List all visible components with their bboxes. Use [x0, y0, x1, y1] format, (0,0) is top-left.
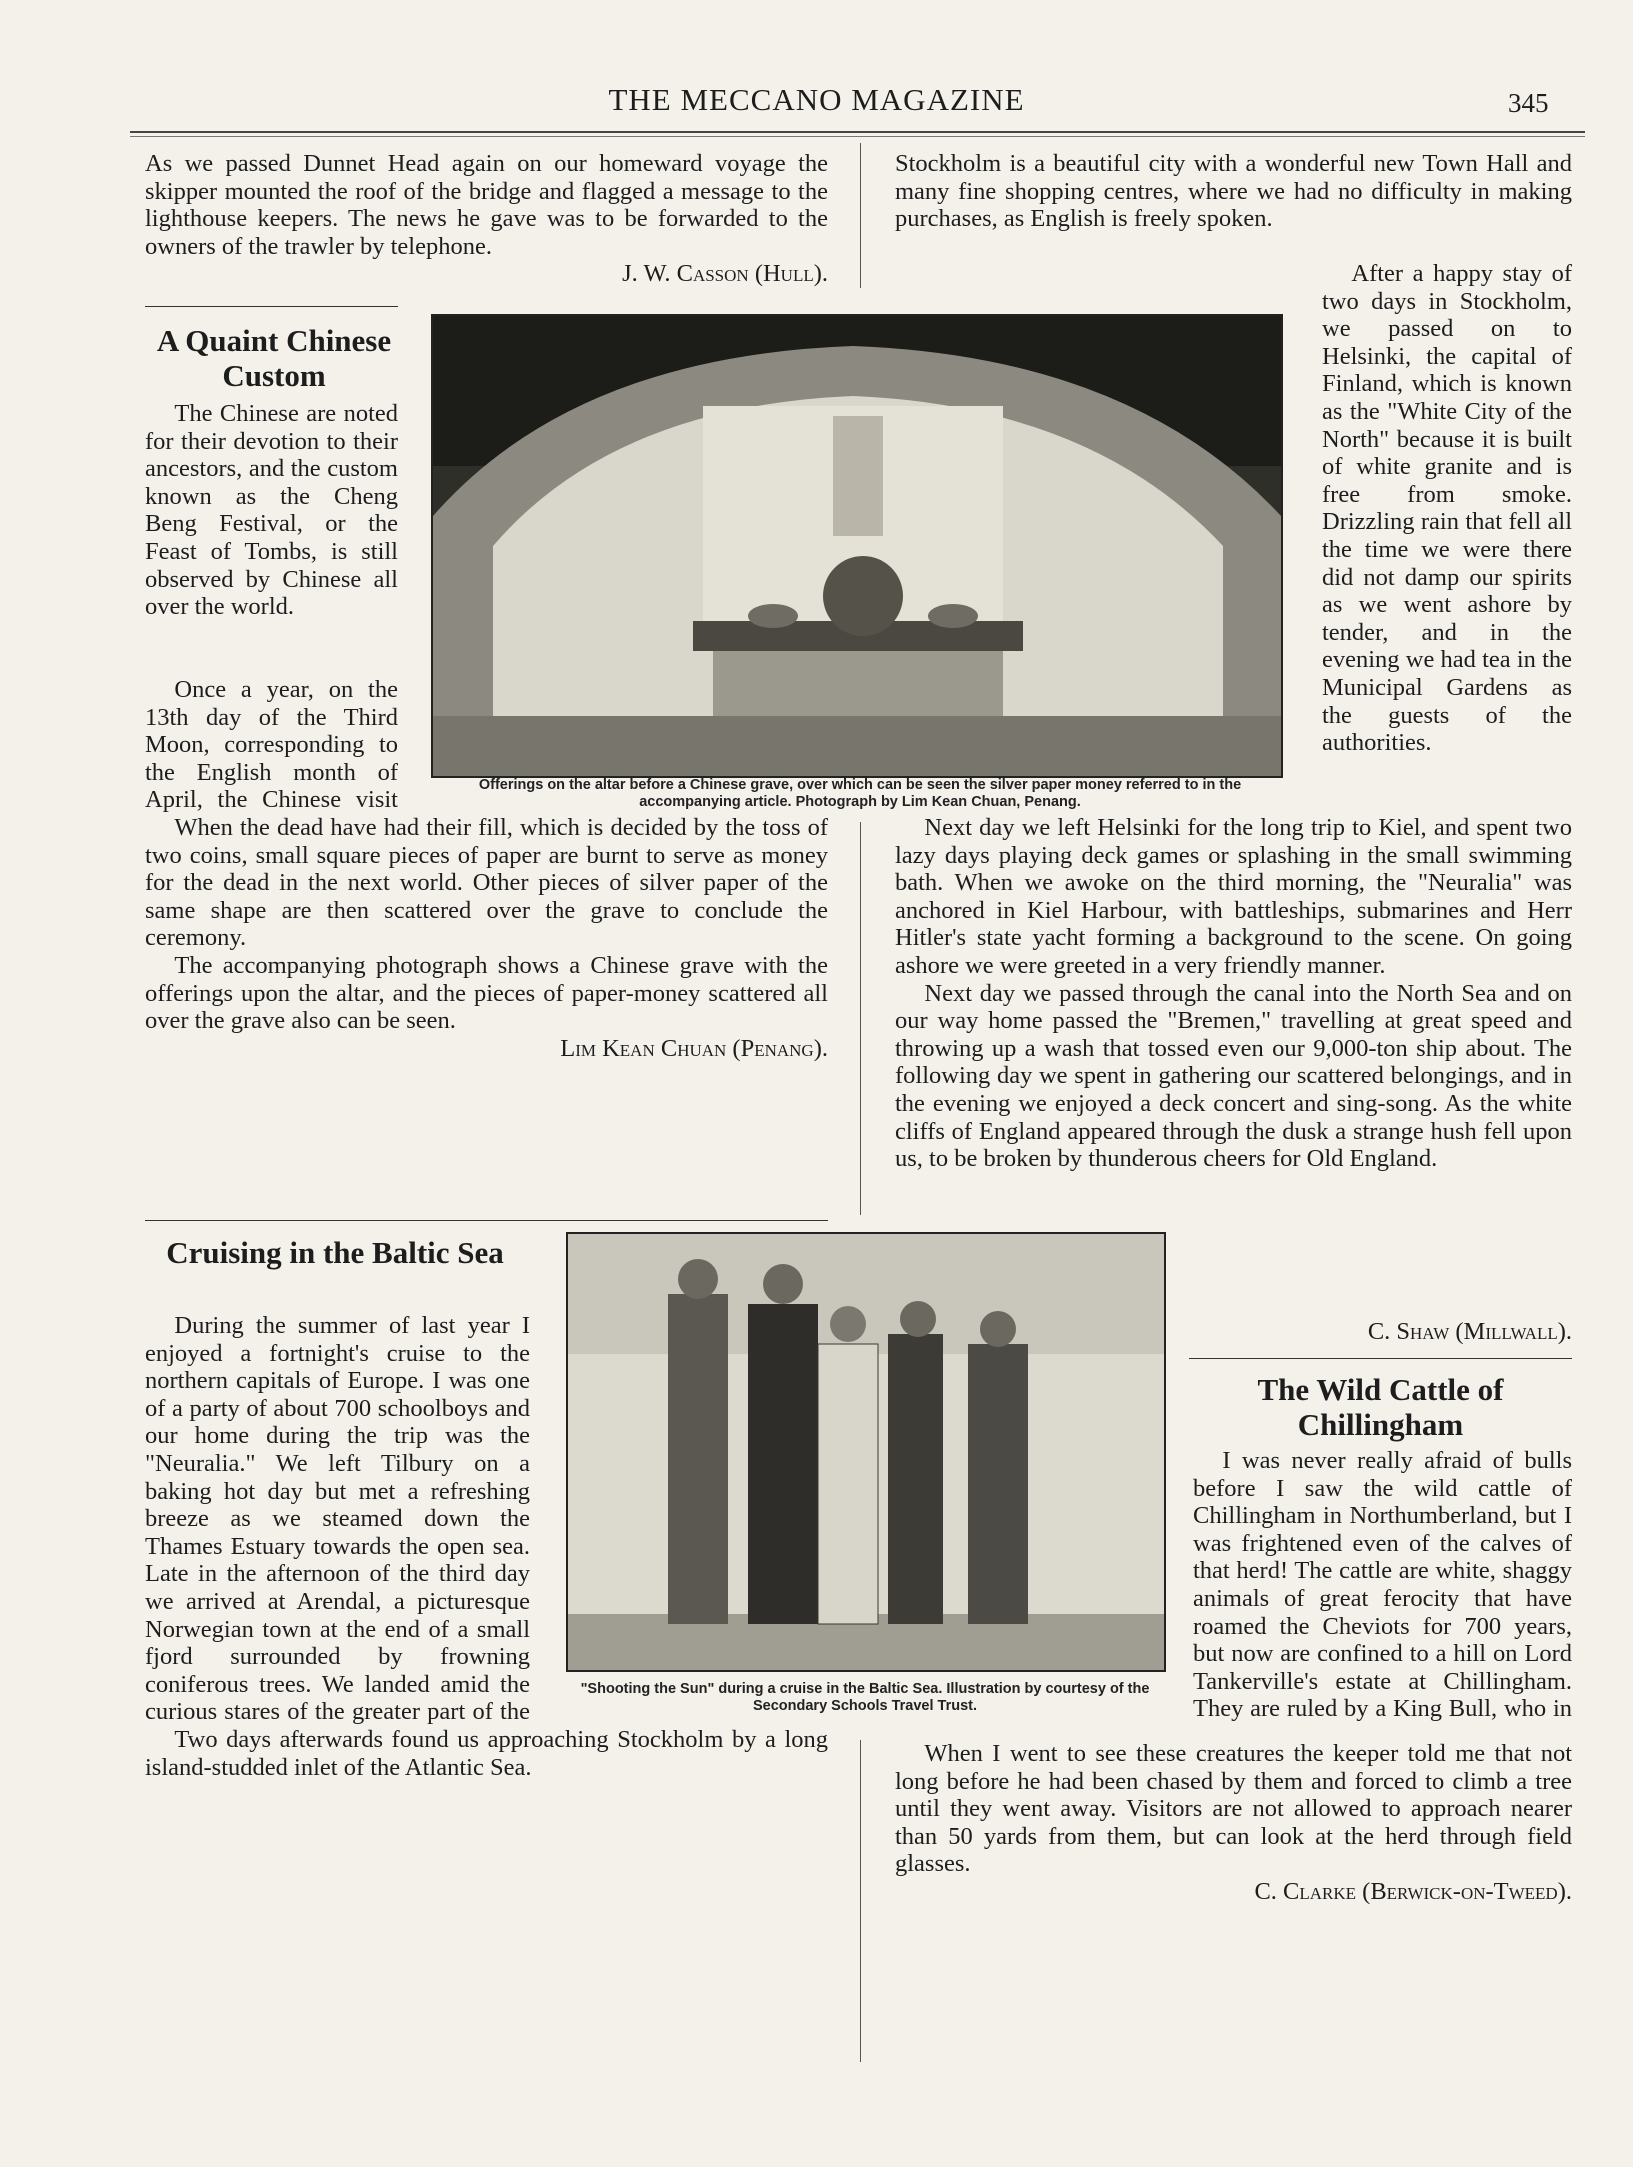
page-number: 345 — [1508, 88, 1549, 118]
prev-article-end — [145, 150, 828, 288]
section-rule-baltic — [145, 1220, 828, 1221]
baltic-signature-block — [1189, 1318, 1572, 1346]
kiel-text — [895, 814, 1572, 1173]
section-rule-chinese — [145, 306, 398, 307]
shooting-the-sun-photo — [566, 1232, 1166, 1672]
chinese-custom-p2-start — [145, 676, 398, 814]
chinese-custom-intro — [145, 400, 398, 621]
stockholm-p1: Stockholm is a beautiful city with a wonderful new Town Hall and many fine shopping centres, where we had no difficulty in making purchases, as English is freely spoken. — [895, 150, 1572, 233]
column-divider-middle — [860, 822, 861, 1215]
chinese-custom-p1: The Chinese are noted for their devotion to their ancestors, and the custom known as the Cheng Beng Festival, or the Feast of Tombs, is still observed by Chinese all over the world. — [145, 400, 398, 621]
chinese-custom-signature: Lim Kean Chuan (Penang). — [560, 1034, 828, 1062]
wild-cattle-body — [895, 1740, 1572, 1906]
bremen-p4: Next day we passed through the canal into the North Sea and on our way home passed the "Bremen," travelling at great speed and throwing up a wash that tossed even our 9,000-ton ship about. The following day we spent in gathering our scattered belongings, and in the evening we enjoyed a deck concert and sing-song. As the white cliffs of England appeared through the dusk a strange hush fell upon us, to be broken by thunderous cheers for Old England. — [895, 979, 1572, 1173]
chinese-grave-image — [433, 316, 1281, 776]
kiel-p3: Next day we left Helsinki for the long trip to Kiel, and spent two lazy days playing deck games or splashing in the small swimming bath. When we awoke on the third morning, the "Neuralia" was anchored in Kiel Harbour, with battleships, submarines and Herr Hitler's state yacht forming a background to the scene. On going ashore we were greeted in a very friendly manner. — [895, 814, 1572, 979]
baltic-cruise-p2: Two days afterwards found us approaching Stockholm by a long island-studded inlet of the Atlantic Sea. — [145, 1726, 828, 1781]
section-rule-cattle — [1189, 1358, 1572, 1359]
baltic-cruise-p1: During the summer of last year I enjoyed a fortnight's cruise to the northern capitals of Europe. I was one of a party of about 700 schoolboys and our home during the trip was the "Neuralia." We left Tilbury on a baking hot day but met a refreshing breeze as we steamed down the Thames Estuary towards the open sea. Late in the afternoon of the third day we arrived at Arendal, a picturesque Norwegian town at the end of a small fjord surrounded by frowning coniferous trees. We landed amid the curious stares of the greater part of the — [145, 1312, 530, 1726]
helsinki-p2: After a happy stay of two days in Stockholm, we passed on to Helsinki, the capital of Finland, which is known as the "White City of the North" because it is built of white granite and is free from smoke. Drizzling rain that fell all the time we were there did not damp our spirits as we went ashore by tender, and in the evening we had tea in the Municipal Gardens as the guests of the authorities. — [1322, 260, 1572, 757]
wild-cattle-signature: C. Clarke (Berwick-on-Tweed). — [1254, 1877, 1572, 1905]
wild-cattle-p1: I was never really afraid of bulls before I saw the wild cattle of Chillingham in Northumberland, but I was frightened even of the calves of that herd! The cattle are white, shaggy animals of great ferocity that have roamed the Cheviots for 700 years, but now are confined to a hill on Lord Tankerville's estate at Chillingham. They are ruled by a King Bull, who in — [1193, 1447, 1572, 1723]
prev-article-text: As we passed Dunnet Head again on our homeward voyage the skipper mounted the roof of the bridge and flagged a message to the lighthouse keepers. The news he gave was to be forwarded to the owners of the trawler by telephone. — [145, 150, 828, 260]
wild-cattle-p2: When I went to see these creatures the keeper told me that not long before he had been chased by them and forced to climb a tree until they went away. Visitors are not allowed to approach nearer than 50 yards from them, but can look at the herd through field glasses. — [895, 1740, 1572, 1878]
chinese-custom-body — [145, 814, 828, 1062]
baltic-cruise-intro — [145, 1312, 530, 1726]
chinese-grave-photo — [431, 314, 1283, 778]
magazine-title: THE MECCANO MAGAZINE — [608, 82, 1025, 117]
baltic-cruise-title: Cruising in the Baltic Sea — [166, 1235, 504, 1270]
wild-cattle-title: The Wild Cattle of Chillingham — [1257, 1372, 1504, 1442]
helsinki-narrow-column — [1322, 260, 1572, 757]
shooting-the-sun-image — [568, 1234, 1164, 1670]
prev-article-signature: J. W. Casson (Hull). — [622, 260, 828, 288]
header-rule-thin — [130, 136, 1585, 137]
chinese-grave-caption: Offerings on the altar before a Chinese grave, over which can be seen the silver paper money referred to in the accompanying article. Photograph by Lim Kean Chuan, Penang. — [478, 777, 1242, 810]
wild-cattle-top — [1193, 1447, 1572, 1723]
header-rule — [130, 131, 1585, 133]
chinese-custom-title: A Quaint Chinese Custom — [156, 323, 392, 393]
chinese-custom-p2: Once a year, on the 13th day of the Third Moon, corresponding to the English month of April, the Chinese visit — [145, 676, 398, 814]
chinese-custom-p4: The accompanying photograph shows a Chinese grave with the offerings upon the altar, and the pieces of paper-money scattered all over the grave also can be seen. — [145, 951, 828, 1035]
baltic-cruise-signature: C. Shaw (Millwall). — [1367, 1318, 1572, 1345]
column-divider-bottom — [860, 1740, 861, 2062]
baltic-cruise-body — [145, 1726, 828, 1781]
chinese-custom-p3: When the dead have had their fill, which is decided by the toss of two coins, small square pieces of paper are burnt to serve as money for the dead in the next world. Other pieces of silver paper of the same shape are then scattered over the grave to conclude the ceremony. — [145, 814, 828, 952]
shooting-the-sun-caption: "Shooting the Sun" during a cruise in the Baltic Sea. Illustration by courtesy of the Secondary Schools Travel Trust. — [580, 1681, 1150, 1714]
stockholm-text — [895, 150, 1572, 233]
column-divider-top — [860, 143, 861, 288]
